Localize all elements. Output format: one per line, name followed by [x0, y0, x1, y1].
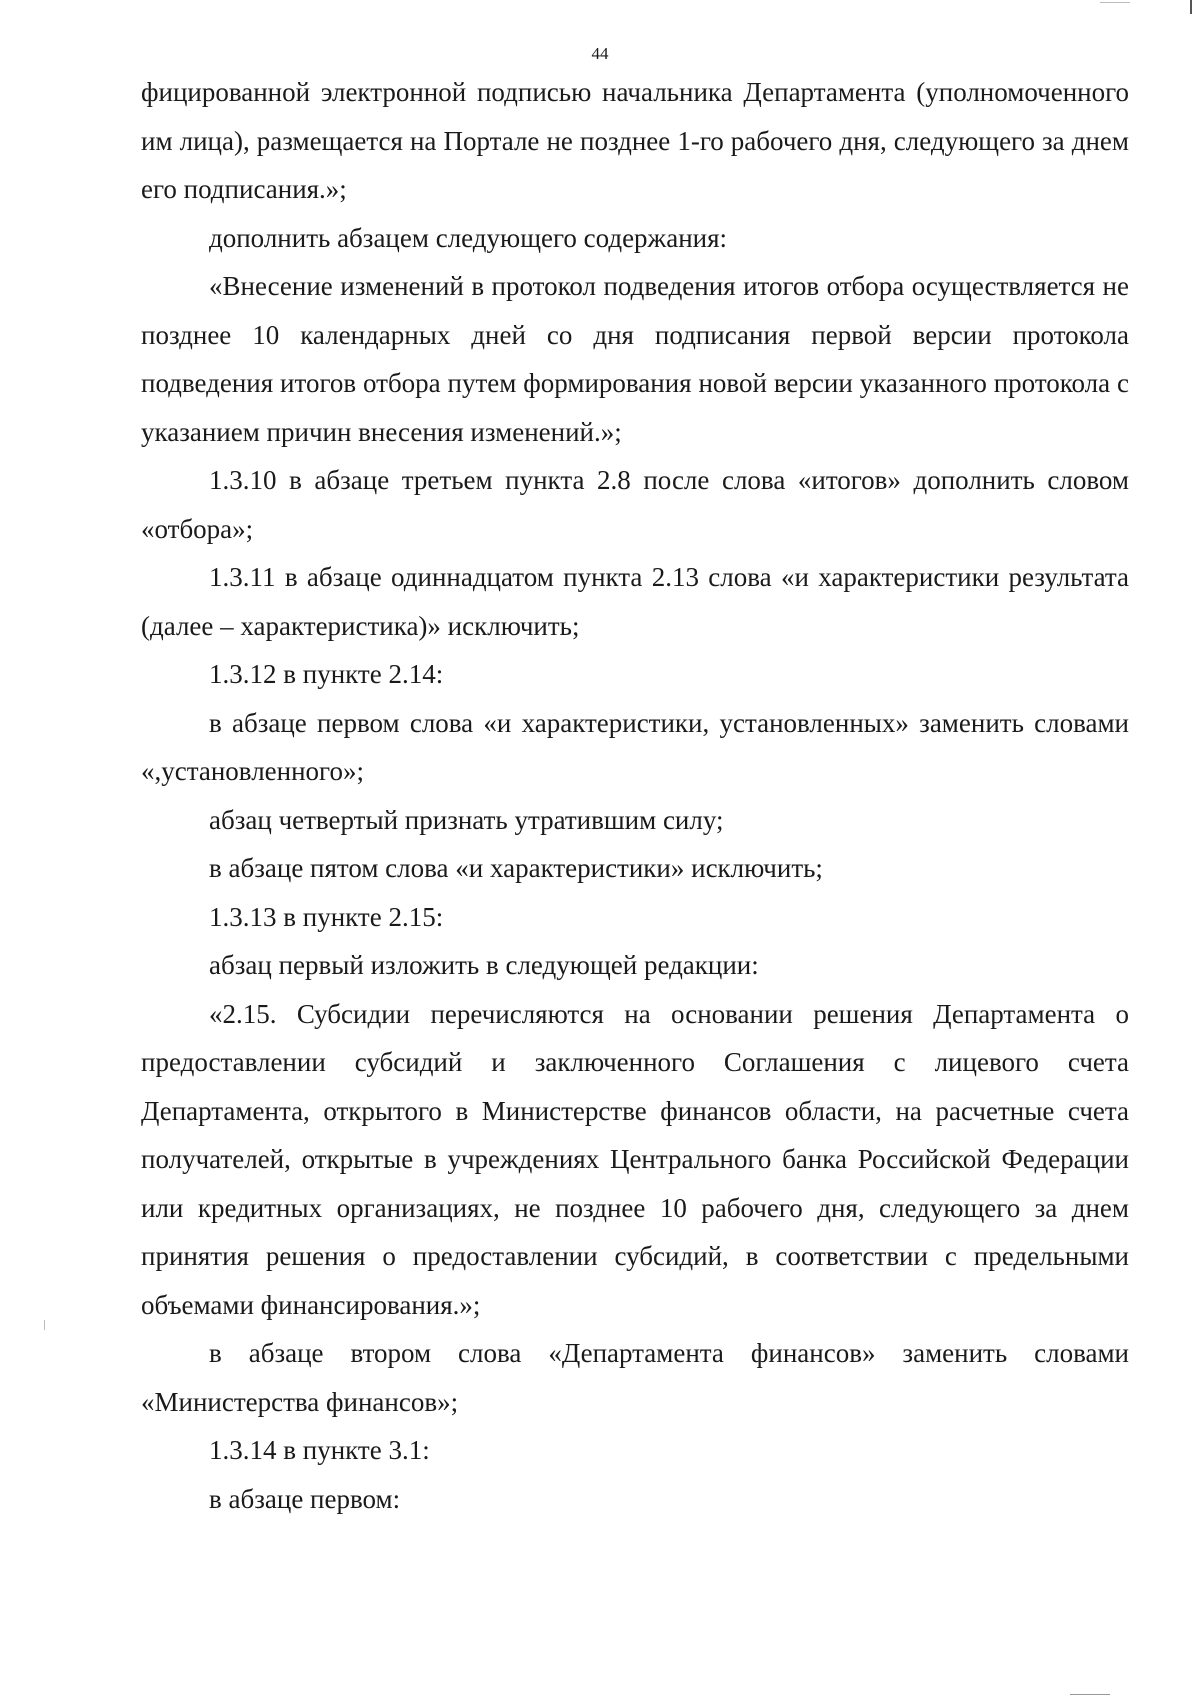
paragraph: 1.3.14 в пункте 3.1:: [209, 1435, 430, 1465]
scan-artifact-top-right: [1190, 0, 1192, 14]
paragraph: абзац первый изложить в следующей редакции:: [209, 950, 759, 980]
paragraph: в абзаце втором слова «Департамента финансов» заменить словами «Министерства финансов»;: [141, 1338, 1129, 1417]
paragraph: в абзаце пятом слова «и характеристики» исключить;: [209, 853, 823, 883]
paragraph: 1.3.10 в абзаце третьем пункта 2.8 после слова «итогов» дополнить словом «отбора»;: [141, 465, 1129, 544]
paragraph: дополнить абзацем следующего содержания:: [209, 222, 728, 253]
scan-artifact-left: [44, 1320, 45, 1330]
paragraph: «Внесение изменений в протокол подведения итогов отбора осуществляется не позднее 10 календарных дней со дня подписания первой версии протокола подведения итогов отбора путем формирования новой версии указанного протокола с указанием причин внесения изменений.»;: [141, 271, 1129, 447]
paragraph: 1.3.12 в пункте 2.14:: [209, 659, 444, 689]
page-number: 44: [591, 44, 609, 63]
paragraph: фицированной электронной подписью начальника Департамента (уполномоченного им лица), размещается на Портале не позднее 1-го рабочего дня, следующего за днем его подписания.»;: [141, 77, 1129, 204]
scan-artifact-bottom-right: [1070, 1694, 1110, 1695]
scan-artifact-top: [1100, 2, 1130, 3]
paragraph: 1.3.13 в пункте 2.15:: [209, 901, 444, 932]
paragraph: абзац четвертый признать утратившим силу;: [209, 804, 724, 835]
document-body: [141, 68, 1129, 1523]
paragraph: «2.15. Субсидии перечисляются на основании решения Департамента о предоставлении субсидий и заключенного Соглашения с лицевого счета Департамента, открытого в Министерстве финансов области, на расчетные счета получателей, открытые в учреждениях Центрального банка Российской Федерации или кредитных организациях, не позднее 10 рабочего дня, следующего за днем принятия решения о предоставлении субсидий, в соответствии с предельными объемами финансирования.»;: [141, 998, 1129, 1320]
paragraph: в абзаце первом слова «и характеристики, установленных» заменить словами «,установленного»;: [141, 707, 1129, 786]
paragraph: в абзаце первом:: [209, 1483, 401, 1514]
paragraph: 1.3.11 в абзаце одиннадцатом пункта 2.13 слова «и характеристики результата (далее – характеристика)» исключить;: [141, 562, 1129, 641]
